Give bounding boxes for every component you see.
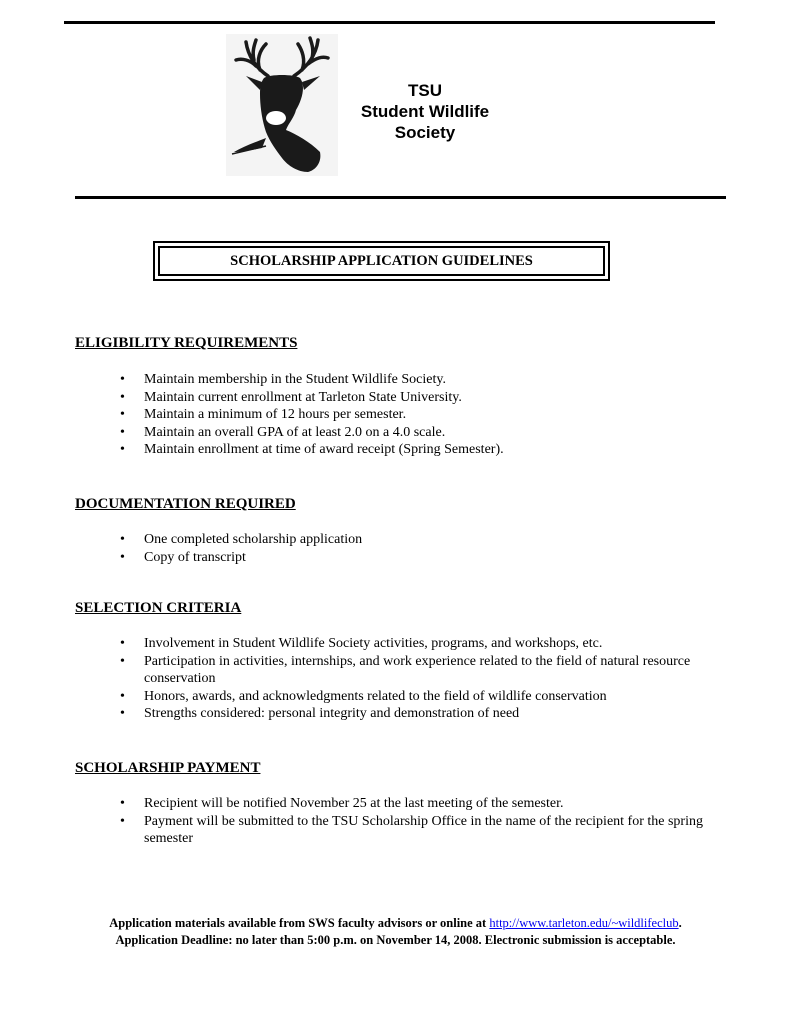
org-line-2: Student Wildlife — [360, 102, 490, 121]
documentation-heading: DOCUMENTATION REQUIRED — [75, 496, 296, 512]
title-box — [153, 241, 610, 281]
org-line-3: Society — [394, 123, 456, 142]
footer-line-2: Application Deadline: no later than 5:00 p.m. on November 14, 2008. Electronic submission is acceptable. — [115, 933, 676, 947]
wildlife-club-link[interactable]: http://www.tarleton.edu/~wildlifeclub — [489, 916, 679, 930]
list-item: • Strengths considered: personal integrity and demonstration of need — [144, 705, 719, 723]
documentation-list — [144, 531, 704, 566]
list-item: • Maintain current enrollment at Tarleton State University. — [144, 389, 704, 407]
eligibility-heading: ELIGIBILITY REQUIREMENTS — [75, 335, 298, 351]
selection-list — [144, 635, 719, 723]
list-item: • Involvement in Student Wildlife Society activities, programs, and workshops, etc. — [144, 635, 719, 653]
organization-name — [340, 80, 510, 143]
footer-line-1 — [0, 915, 791, 932]
selection-heading: SELECTION CRITERIA — [75, 600, 242, 616]
list-item: • Recipient will be notified November 25 at the last meeting of the semester. — [144, 795, 724, 813]
list-item: • Payment will be submitted to the TSU Scholarship Office in the name of the recipient for the spring semester — [144, 813, 724, 848]
list-item: • Participation in activities, internships, and work experience related to the field of natural resource conservation — [144, 653, 719, 688]
list-item: • Copy of transcript — [144, 549, 704, 567]
footer-text-suffix: . — [678, 916, 682, 930]
eligibility-list — [144, 371, 704, 459]
top-rule — [64, 21, 715, 24]
header-bottom-rule — [75, 196, 726, 199]
payment-list — [144, 795, 724, 848]
list-item: • Honors, awards, and acknowledgments related to the field of wildlife conservation — [144, 688, 719, 706]
org-line-1: TSU — [408, 81, 442, 100]
footer-text: Application materials available from SWS faculty advisors or online at — [109, 916, 490, 930]
list-item: • Maintain an overall GPA of at least 2.0 on a 4.0 scale. — [144, 424, 704, 442]
deer-and-duck-silhouette-icon — [226, 34, 338, 176]
list-item: • Maintain membership in the Student Wildlife Society. — [144, 371, 704, 389]
page-title: SCHOLARSHIP APPLICATION GUIDELINES — [158, 246, 605, 276]
list-item: • Maintain enrollment at time of award receipt (Spring Semester). — [144, 441, 704, 459]
payment-heading: SCHOLARSHIP PAYMENT — [75, 760, 261, 776]
list-item: • Maintain a minimum of 12 hours per semester. — [144, 406, 704, 424]
list-item: • One completed scholarship application — [144, 531, 704, 549]
